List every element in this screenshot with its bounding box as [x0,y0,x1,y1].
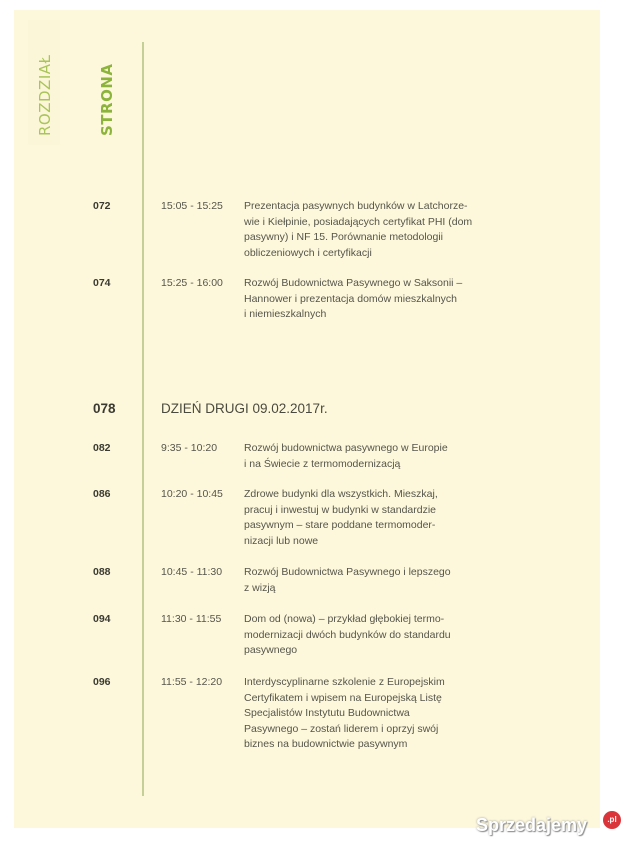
watermark-logo: Sprzedajemy [476,815,588,835]
session-title [244,199,472,261]
session-title-line: Pasywnego – zostań liderem i oprzyj swój [244,722,439,735]
session-title-line: Zdrowe budynki dla wszystkich. Mieszkaj, [244,488,438,500]
session-title [244,612,451,659]
page-number: 074 [93,277,111,289]
session-title-line: pasywny) i NF 15. Porównanie metodologii [244,231,444,243]
session-title-line: obliczeniowych i certyfikacji [244,246,372,259]
time-range: 11:55 - 12:20 [161,676,223,688]
session-title-line: Dom od (nowa) – przykład głębokiej termo- [244,613,445,625]
session-title-line: biznes na budownictwie pasywnym [244,738,408,750]
page-number: 096 [93,676,111,688]
session-title-line: Specjalistów Instytutu Budownictwa [244,707,410,719]
day-title: DZIEŃ DRUGI 09.02.2017r. [161,401,328,416]
chapter-header: ROZDZIAŁ [36,54,54,136]
watermark-badge: .pl [603,811,621,829]
session-title-line: Hannower i prezentacja domów mieszkalnych [244,292,458,305]
session-title-line: wie i Kiełpinie, posiadających certyfikat PHI (dom [244,215,473,228]
page-number: 072 [93,200,111,212]
session-title-line: Rozwój budownictwa pasywnego w Europie [244,442,448,454]
session-title-line: i niemieszkalnych [244,308,327,320]
page-number: 086 [93,488,111,500]
session-title [244,441,448,472]
session-title-line: nizacji lub nowe [244,534,319,547]
session-title [244,487,438,549]
session-title-line: Rozwój Budownictwa Pasywnego w Saksonii – [244,277,463,289]
session-title-line: pasywnego [244,644,298,656]
session-title-line: i na Świecie z termomodernizacją [244,457,401,470]
time-range: 11:30 - 11:55 [161,613,222,625]
time-range: 9:35 - 10:20 [161,442,218,454]
session-title-line: Interdyscyplinarne szkolenie z Europejskim [244,676,445,688]
page-number: 078 [93,401,116,416]
page-number: 094 [93,613,111,625]
time-range: 15:25 - 16:00 [161,277,223,289]
page-header: STRONA [98,63,116,136]
session-title-line: modernizacji dwóch budynków do standardu [244,628,451,641]
session-title-line: pasywnym – stare poddane termomoder- [244,519,436,531]
page-number: 088 [93,566,111,578]
session-title-line: Prezentacja pasywnych budynków w Latchorze- [244,200,468,212]
session-title-line: pracuj i inwestuj w budynki w standardzie [244,503,437,516]
divider-line [142,42,144,796]
session-title [244,276,462,323]
session-title [244,675,445,753]
time-range: 10:20 - 10:45 [161,488,223,500]
time-range: 10:45 - 11:30 [161,566,223,578]
session-title [244,565,451,596]
session-title-line: z wizją [244,581,276,594]
page-number: 082 [93,442,111,454]
time-range: 15:05 - 15:25 [161,200,223,212]
session-title-line: Rozwój Budownictwa Pasywnego i lepszego [244,566,451,578]
session-title-line: Certyfikatem i wpisem na Europejską Listę [244,691,442,704]
